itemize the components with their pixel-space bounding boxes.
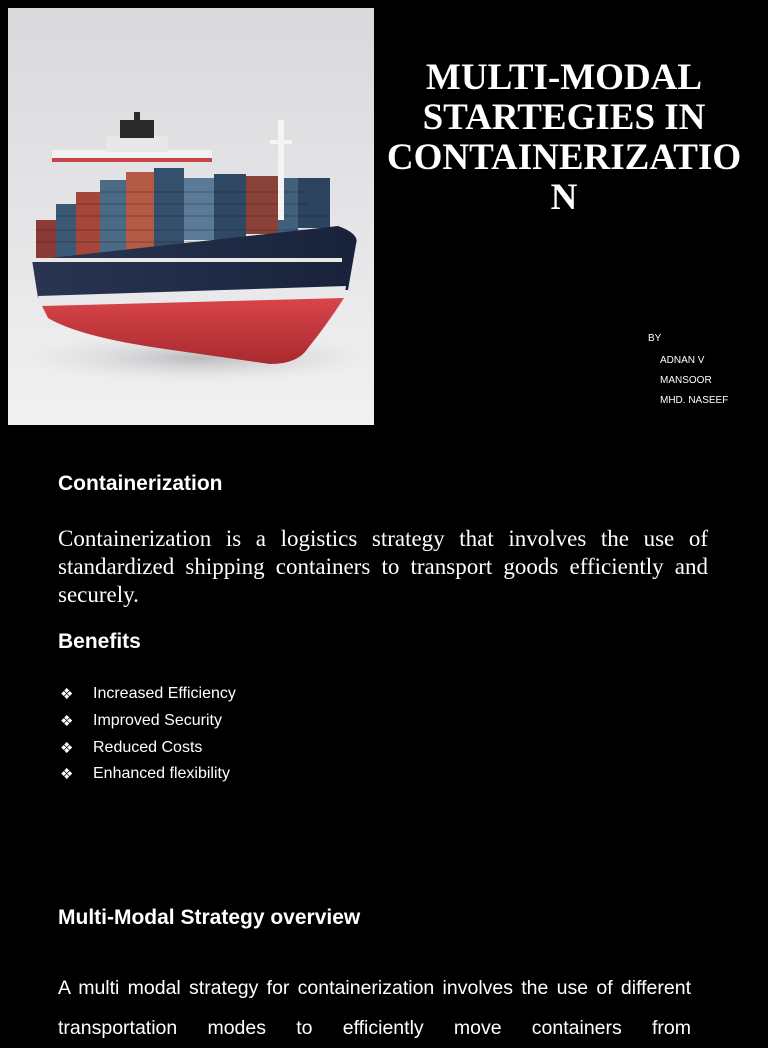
containerization-heading: Containerization <box>58 472 223 495</box>
overview-text: A multi modal strategy for containerization involves the use of different transportation modes to efficiently move containers from <box>58 977 691 1039</box>
title-line: CONTAINERIZATIO <box>386 137 742 178</box>
author-list <box>660 351 728 411</box>
list-item <box>60 734 236 761</box>
diamond-bullet-icon: ❖ <box>60 739 74 757</box>
overview-heading: Multi-Modal Strategy overview <box>58 906 361 929</box>
title-line: MULTI-MODAL <box>425 57 703 98</box>
list-item <box>60 708 236 735</box>
diamond-bullet-icon: ❖ <box>60 713 74 731</box>
benefit-label: Improved Security <box>93 712 222 730</box>
benefits-list <box>60 681 236 788</box>
benefit-label: Reduced Costs <box>93 738 203 756</box>
diamond-bullet-icon: ❖ <box>60 766 74 784</box>
container-ship-image <box>8 8 374 425</box>
list-item <box>60 681 236 708</box>
author-name: MANSOOR <box>660 375 712 386</box>
title-line: N <box>550 177 578 218</box>
slide-title <box>380 58 748 218</box>
author-name: ADNAN V <box>660 355 705 366</box>
benefits-heading: Benefits <box>58 630 141 653</box>
author-name: MHD. NASEEF <box>660 395 729 406</box>
containerization-text: Containerization is a logistics strategy that involves the use of standardized shipping containers to transport goods efficiently and securely. <box>58 526 708 607</box>
byline-label: BY <box>648 333 662 344</box>
list-item <box>60 761 236 788</box>
title-line: STARTEGIES IN <box>422 97 706 138</box>
diamond-bullet-icon: ❖ <box>60 686 74 704</box>
benefit-label: Increased Efficiency <box>93 685 236 703</box>
benefit-label: Enhanced flexibility <box>93 765 230 783</box>
